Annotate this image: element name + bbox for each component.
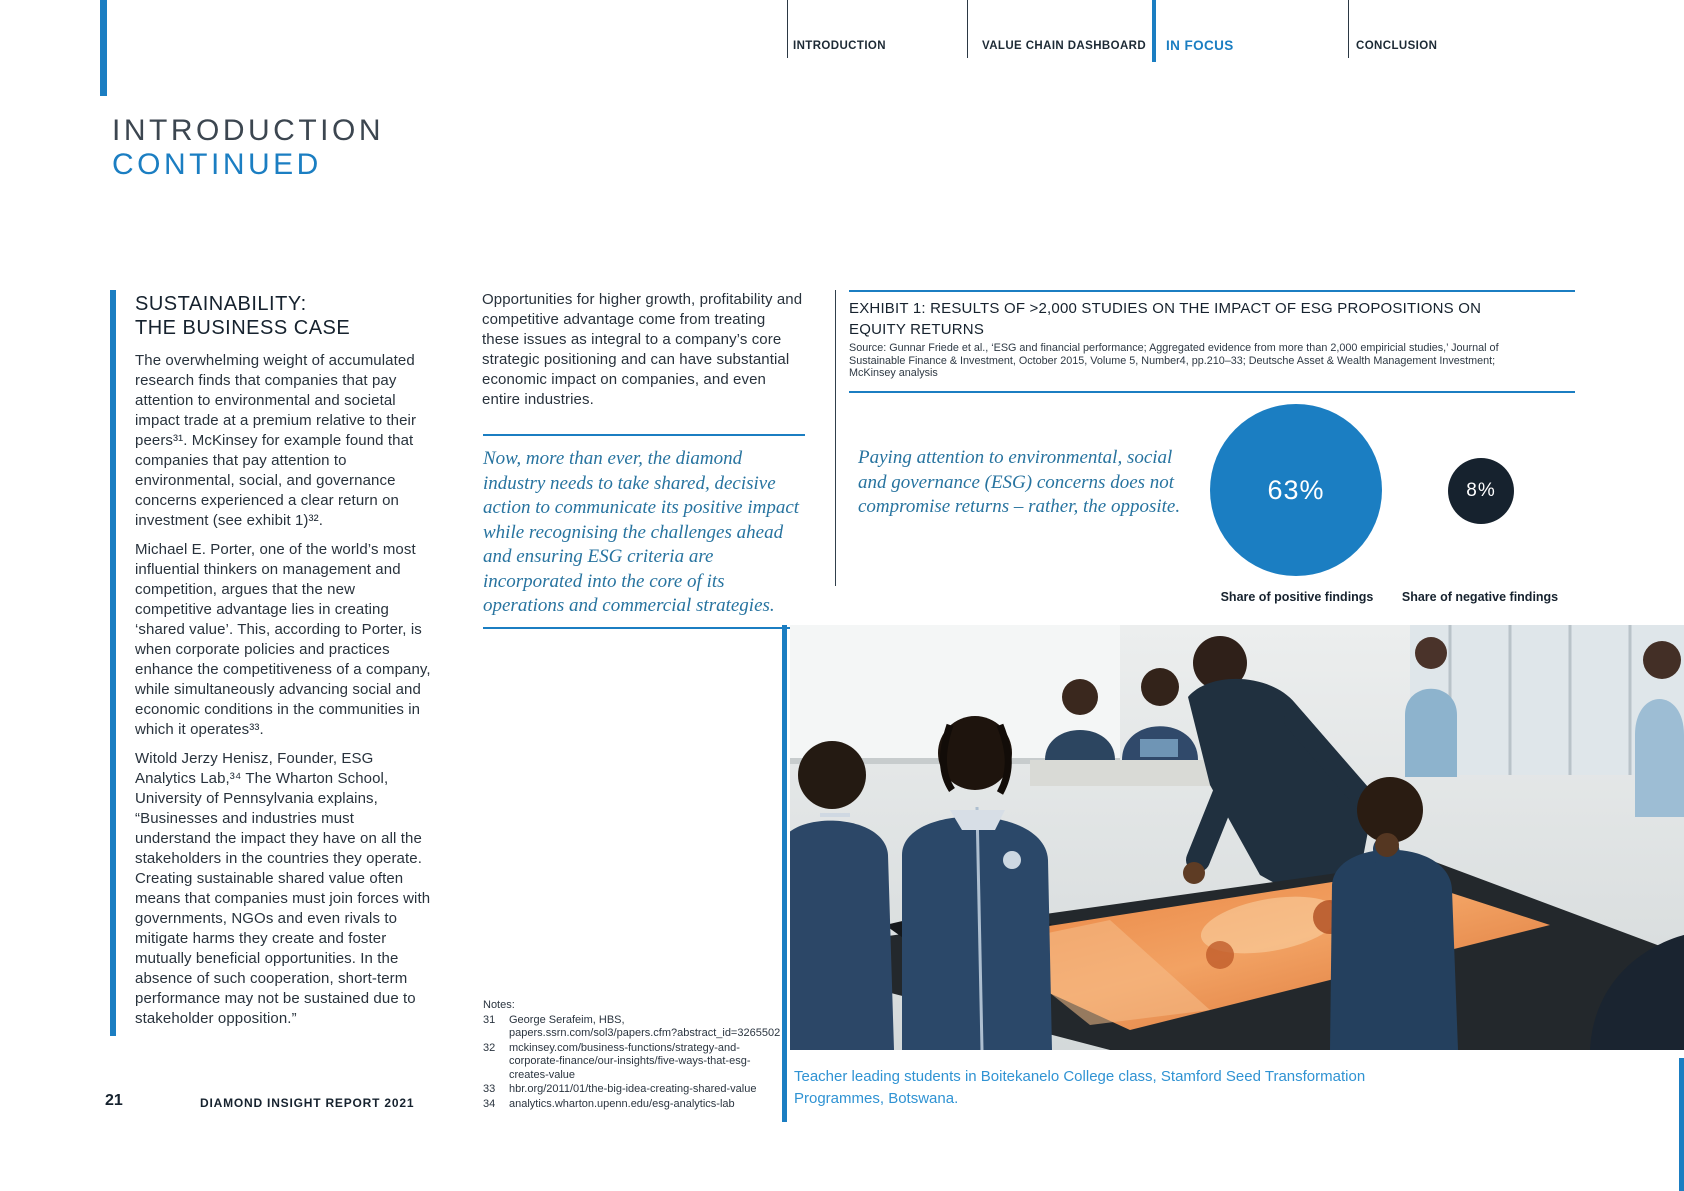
bubble-negative-label: Share of negative findings [1401, 590, 1559, 604]
note-item [483, 1042, 783, 1083]
note-number: 34 [483, 1097, 496, 1110]
note-item [483, 1098, 783, 1112]
bottom-right-accent-bar [1679, 1058, 1684, 1191]
bubble-negative-value: 8% [1466, 480, 1496, 501]
note-item [483, 1014, 783, 1041]
bubble-positive-findings [1210, 404, 1382, 576]
nav-divider [787, 0, 788, 58]
note-text: George Serafeim, HBS, papers.ssrn.com/sol3/papers.cfm?abstract_id=3265502 [509, 1013, 781, 1039]
note-text: analytics.wharton.upenn.edu/esg-analytics-lab [509, 1097, 735, 1110]
nav-item-introduction[interactable]: INTRODUCTION [793, 40, 886, 52]
exhibit-left-rule [835, 290, 836, 586]
page-number: 21 [105, 1092, 123, 1109]
photo-accent-bar [782, 625, 787, 1122]
photo-caption: Teacher leading students in Boitekanelo College class, Stamford Seed Transformation Programmes, Botswana. [794, 1068, 1366, 1107]
quote-rule-bottom [483, 627, 805, 629]
nav-divider [967, 0, 968, 58]
nav-divider [1348, 0, 1349, 58]
section-heading-line2: THE BUSINESS CASE [135, 316, 351, 339]
pull-quote: Now, more than ever, the diamond industry needs to take shared, decisive action to communicate its positive impact while recognising the challenges ahead and ensuring ESG criteria are incorporated into the core of its operations and commercial strategies. [483, 448, 800, 616]
quote-rule-top [483, 434, 805, 436]
nav-item-in-focus[interactable]: IN FOCUS [1166, 38, 1234, 53]
bubble-negative-findings [1448, 458, 1514, 524]
bubble-positive-label: Share of positive findings [1220, 590, 1374, 604]
section-heading [135, 293, 350, 340]
note-number: 33 [483, 1083, 496, 1095]
paragraph: Michael E. Porter, one of the world’s most influential thinkers on management and competition, argues that the new competitive advantage lies in creating ‘shared value’. This, according to Porter, is when corporate policies and practices enhance the competitiveness of a company, while simultaneously advancing social and economic conditions in the communities in which it operates³³. [135, 541, 431, 738]
section-heading-line1: SUSTAINABILITY: [135, 293, 307, 315]
notes-label: Notes: [483, 999, 515, 1011]
note-number: 31 [483, 1013, 496, 1026]
classroom-photo-illustration [790, 625, 1684, 1050]
bubble-positive-value: 63% [1267, 474, 1325, 505]
notes-block [483, 999, 783, 1111]
note-number: 32 [483, 1041, 496, 1054]
left-column-body [135, 351, 433, 1038]
left-column-accent-bar [110, 290, 116, 1036]
page-title-line1: INTRODUCTION [112, 114, 384, 147]
paragraph: Witold Jerzy Henisz, Founder, ESG Analytics Lab,³⁴ The Wharton School, University of Pennsylvania explains, “Businesses and industries must understand the impact they have on all the stakeholders in the countries they operate. Creating sustainable shared value often means that companies must join forces with governments, NGOs and even rivals to mitigate harms they create and foster mutually beneficial opportunities. In the absence of such cooperation, short-term performance may not be sustained due to stakeholder opposition.” [135, 750, 431, 1027]
exhibit-title-line1: EXHIBIT 1: RESULTS OF >2,000 STUDIES ON THE IMPACT OF ESG PROPOSITIONS ON [849, 300, 1482, 317]
footer-brand: DIAMOND INSIGHT REPORT 2021 [200, 1096, 415, 1110]
exhibit-quote: Paying attention to environmental, social and governance (ESG) concerns does not compromise returns – rather, the opposite. [858, 447, 1181, 517]
classroom-photo [790, 625, 1684, 1050]
note-text: hbr.org/2011/01/the-big-idea-creating-shared-value [509, 1083, 757, 1095]
note-item [483, 1083, 783, 1097]
exhibit-title [849, 299, 1569, 340]
exhibit-rule-mid [849, 391, 1575, 393]
nav-item-conclusion[interactable]: CONCLUSION [1356, 40, 1438, 52]
top-left-accent-bar [100, 0, 107, 96]
exhibit-source: Source: Gunnar Friede et al., ‘ESG and financial performance; Aggregated evidence from more than 2,000 empiricial studies,’ Journal of Sustainable Finance & Investment, October 2015, Volume 5, Number4, pp.210–33; Deutsche Asset & Wealth Management Investment; McKinsey analysis [849, 342, 1499, 380]
paragraph: The overwhelming weight of accumulated research finds that companies that pay attention to environmental and societal impact trade at a premium relative to their peers³¹. McKinsey for example found that companies that pay attention to environmental, social, and governance concerns experienced a clear return on investment (see exhibit 1)³². [135, 352, 417, 529]
middle-column-paragraph: Opportunities for higher growth, profitability and competitive advantage come from treating these issues as integral to a company’s core strategic positioning and can have substantial economic impact on companies, and even entire industries. [482, 291, 803, 408]
page-title [112, 114, 384, 182]
exhibit-title-line2: EQUITY RETURNS [849, 320, 985, 338]
nav-item-value-chain-dashboard[interactable]: VALUE CHAIN DASHBOARD [982, 40, 1147, 52]
page-title-line2: CONTINUED [112, 148, 322, 181]
exhibit-rule-top [849, 290, 1575, 292]
nav-active-indicator [1152, 0, 1156, 62]
note-text: mckinsey.com/business-functions/strategy-and-corporate-finance/our-insights/five-ways-that-esg-creates-value [509, 1041, 751, 1081]
